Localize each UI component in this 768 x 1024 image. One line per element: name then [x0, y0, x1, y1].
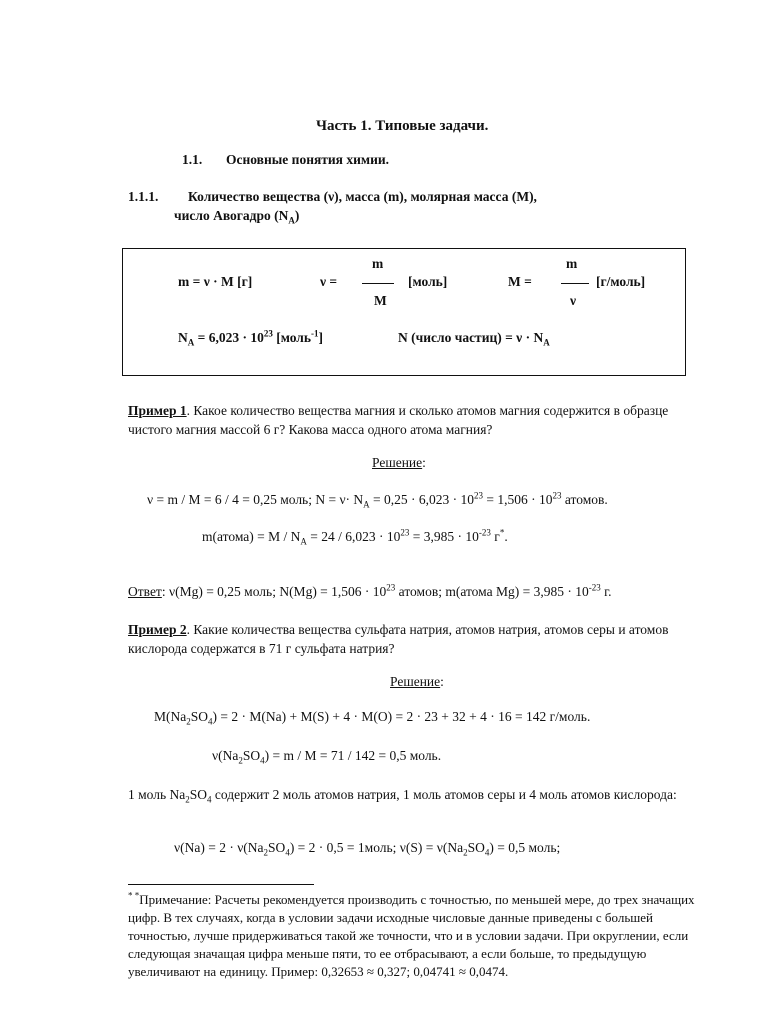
- example1-statement: Пример 1. Какое количество вещества магния и сколько атомов магния содержится в образце чистого магния массой 6 г? Какова масса одного атома магния?: [128, 403, 669, 437]
- formula-amount-unit: [моль]: [408, 274, 448, 289]
- formula-molar-denominator: ν: [570, 293, 577, 308]
- formula-box: [122, 248, 686, 376]
- subsection-title-line1: Количество вещества (ν), масса (m), молярная масса (M),: [188, 189, 537, 204]
- subsection-title-line2: число Авогадро $(N_A)$: [174, 208, 300, 226]
- example1-equation1: ν = m / M = 6 / 4 = 0,25 моль; $N = \nu\cdot N_A = 0,25 \cdot 6,023 \cdot 10^{23} = 1,506 \cdot 10^{23}$ атомов.: [147, 490, 608, 510]
- page-title: Часть 1. Типовые задачи.: [316, 118, 489, 134]
- formula-molar-unit: [г/моль]: [596, 274, 646, 289]
- fraction-bar: [362, 283, 394, 284]
- formula-mass: m = ν · M [г]: [178, 274, 253, 289]
- example1-equation2: m(атома) = $M / N_A = 24 / 6,023 \cdot 10^{23} = 3,985 \cdot 10^{-23}$ г*.: [202, 527, 508, 547]
- footnote-separator: [128, 884, 314, 885]
- subsection-number: 1.1.1.: [128, 189, 159, 204]
- section-title: Основные понятия химии.: [226, 152, 390, 167]
- example2-paragraph: 1 моль $Na_2SO_4$ содержит 2 моль атомов натрия, 1 моль атомов серы и 4 моль атомов кислорода:: [128, 787, 677, 805]
- example1-answer: Ответ: ν(Mg) = 0,25 моль; $N(Mg) = 1,506 \cdot 10^{23}$ атомов; m(атома $Mg) = 3,985 \cdot 10^{-23}$ г.: [128, 582, 612, 599]
- section-number: 1.1.: [182, 152, 203, 167]
- example2-solution-label: Решение:: [390, 674, 444, 689]
- example2-equation1: $M(Na_2SO_4) = 2 \cdot M(Na) + M(S) + 4 \cdot M(O) = 2 \cdot 23 + 32 + 4 \cdot 16 = 142$ г/моль.: [154, 709, 591, 727]
- fraction-bar: [561, 283, 589, 284]
- formula-molar-lhs: M =: [508, 274, 532, 289]
- example2-equation3: $\nu(Na) = 2 \cdot \nu(Na_2SO_4) = 2 \cdot 0,5$ = 1моль; $\nu(S) = \nu(Na_2SO_4) = 0,5$ моль;: [174, 840, 561, 858]
- example2-equation2: $\nu(Na_2SO_4) = m / M = 71 / 142 = 0,5$ моль.: [212, 748, 442, 766]
- formula-amount-denominator: M: [374, 293, 387, 308]
- formula-amount-numerator: m: [372, 256, 384, 271]
- footnote-mark: * *: [128, 890, 140, 901]
- example1-solution-label: Решение:: [372, 455, 426, 470]
- formula-particles: N (число частиц) = $\nu \cdot N_A$: [398, 330, 550, 348]
- formula-avogadro: $N_A = 6,023 \cdot 10^{23}$ [моль$^{-1}$]: [178, 328, 324, 348]
- footnote: * *Примечание: Расчеты рекомендуется производить с точностью, по меньшей мере, до трех значащих цифр. В тех случаях, когда в условии задачи исходные числовые данные приведены с большей точностью, лучше придерживаться такой же точности, что и в условии задачи. При округлении, если следующая значащая цифра меньше пяти, то ее отбрасывают, а если больше, то предыдущую увеличивают на единицу. Пример: 0,32653 ≈ 0,327; 0,04741 ≈ 0,0474.: [128, 890, 695, 979]
- formula-amount-lhs: ν =: [320, 274, 338, 289]
- formula-molar-numerator: m: [566, 256, 578, 271]
- example2-statement: Пример 2. Какие количества вещества сульфата натрия, атомов натрия, атомов серы и атомов кислорода содержатся в 71 г сульфата натрия?: [128, 622, 669, 656]
